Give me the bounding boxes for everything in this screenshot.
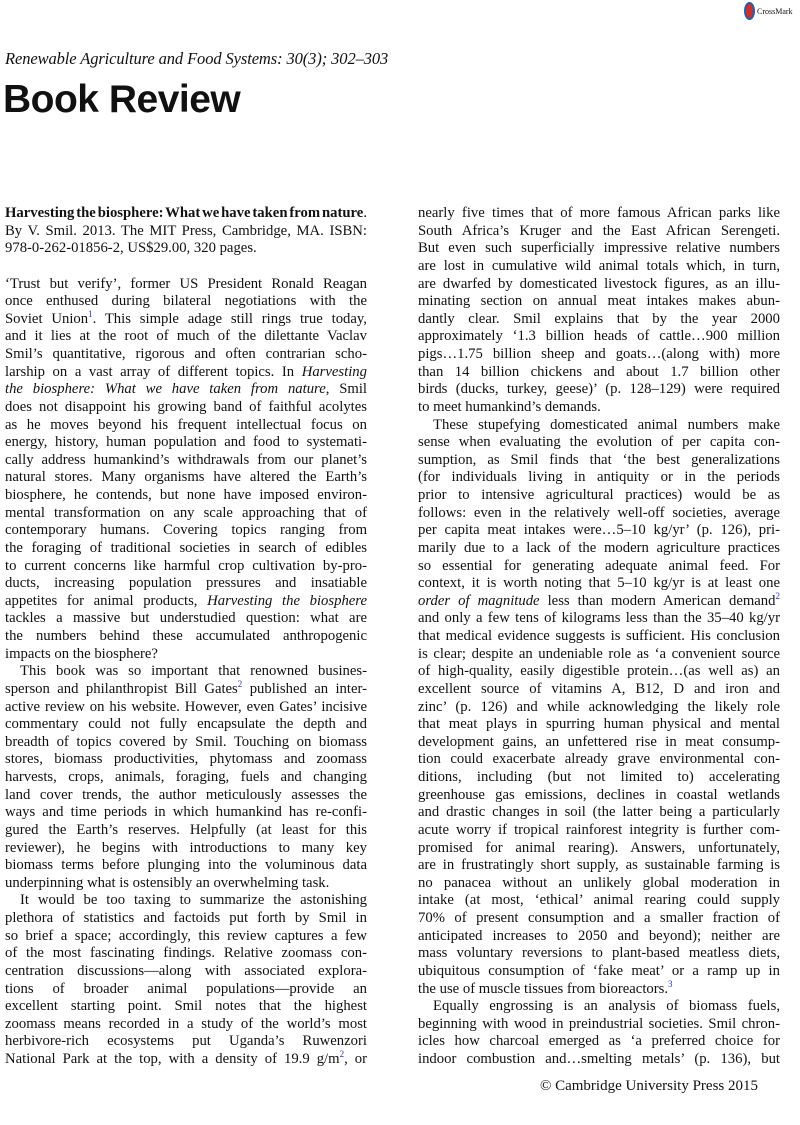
text-run: . This simple adage still rings true today,: [92, 310, 367, 327]
text-line: [5, 734, 367, 752]
text-run: Equally engrossing is an analysis of biomass fuels,: [433, 998, 780, 1015]
text-run: sperson and philanthropist Bill Gates: [5, 680, 238, 697]
text-run: ways and time periods in which humankind has re-confi-: [5, 804, 367, 821]
footnote-reference-link[interactable]: 2: [237, 678, 243, 689]
italic-text: the biosphere: What we have taken from nature: [5, 381, 326, 398]
text-run: icles how charcoal emerged as ‘a preferred choice for: [418, 1033, 780, 1050]
text-run: National Park at the top, with a density of 19.9 g/m: [5, 1051, 340, 1067]
text-run: South Africa’s Kruger and the East African Serengeti.: [418, 222, 780, 239]
text-run: the numbers behind these accumulated anthropogenic: [5, 628, 367, 644]
text-line: [5, 417, 367, 435]
text-line: [418, 734, 780, 752]
text-line: [418, 928, 780, 946]
text-line: [5, 787, 367, 805]
text-line: [418, 417, 780, 435]
text-line: [5, 575, 367, 593]
text-run: beginning with wood in preindustrial societies. Smil chron-: [418, 1015, 780, 1032]
text-line: [5, 822, 367, 840]
text-line: [5, 293, 367, 311]
text-run: approximately ‘1.3 billion heads of cattle…900 million: [418, 328, 780, 345]
text-run: promised for animal rearing). Answers, unfortunately,: [418, 839, 780, 856]
left-column: [5, 205, 367, 1069]
paragraph: [5, 892, 367, 1068]
text-run: tion could exacerbate already grave environmental con-: [418, 751, 780, 768]
text-line: [5, 540, 367, 558]
text-line: [5, 505, 367, 523]
text-line: [5, 240, 367, 258]
text-line: [5, 610, 367, 628]
right-column: [418, 205, 780, 1069]
text-run: once enthused during bilateral negotiations with the: [5, 293, 367, 310]
text-line: [5, 716, 367, 734]
text-run: to current concerns like harmful crop cultivation by-pro-: [5, 557, 367, 574]
text-run: 70% of present consumption and a smaller fraction of: [418, 910, 780, 926]
text-line: [418, 978, 780, 999]
text-line: [418, 610, 780, 628]
text-run: minating section on annual meat intakes makes abun-: [418, 293, 780, 310]
text-run: biosphere, he contends, but none have imposed environ-: [5, 487, 367, 503]
text-run: less than modern American demand: [539, 592, 776, 609]
text-run: commentary could not fully encapsulate the depth and: [5, 716, 367, 733]
text-line: [418, 240, 780, 258]
text-run: that meat plays in spurring human physical and mental: [418, 716, 780, 733]
text-line: [5, 998, 367, 1016]
footnote-reference-link[interactable]: 2: [339, 1049, 345, 1059]
text-run: Smil’s quantitative, rigorous and often contrarian scho-: [5, 346, 367, 362]
text-line: [418, 381, 780, 399]
text-run: anticipated increases to 2050 and beyond); neither are: [418, 927, 780, 944]
text-line: [5, 910, 367, 928]
text-run: are dwarfed by domesticated livestock figures, as an illu-: [418, 275, 780, 292]
text-run: context, it is worth noting that 5–10 kg/yr is at least one: [418, 575, 780, 592]
text-run: It would be too taxing to summarize the astonishing: [20, 892, 367, 909]
text-line: [418, 804, 780, 822]
italic-text: Harvesting: [301, 363, 367, 380]
text-run: does not disappoint his growing band of faithful acolytes: [5, 398, 367, 415]
text-run: excellent source of vitamins A, B12, D and iron and: [418, 680, 780, 697]
text-line: [5, 678, 367, 699]
text-run: birds (ducks, turkey, geese)’ (p. 128–129) were required: [418, 381, 780, 398]
text-run: harvests, crops, animals, foraging, fuels and changing: [5, 769, 367, 785]
text-run: ‘Trust but verify’, former US President Ronald Reagan: [5, 275, 367, 292]
text-run: the foraging of traditional societies in search of edibles: [5, 539, 367, 556]
text-line: [5, 276, 367, 294]
text-line: [5, 981, 367, 999]
text-run: tions of broader animal populations—provide an: [5, 980, 367, 997]
text-run: follows: even in the relatively well-off societies, average: [418, 504, 780, 521]
text-line: [5, 892, 367, 910]
text-line: [418, 1033, 780, 1051]
text-line: [5, 346, 367, 364]
text-line: [5, 875, 367, 893]
text-line: [418, 293, 780, 311]
text-line: [418, 963, 780, 981]
text-run: pigs…1.75 billion sheep and goats…(along with) more: [418, 346, 780, 362]
text-run: so brief a space; accordingly, this review captures a few: [5, 927, 367, 944]
italic-text: order of magnitude: [418, 592, 540, 609]
text-run: larship on a vast array of different topics. In: [5, 363, 302, 380]
text-line: [418, 910, 780, 928]
crossmark-icon: [744, 2, 755, 20]
text-run: marily due to a lack of the modern agriculture practices: [418, 539, 780, 556]
text-run: These stupefying domesticated animal numbers make: [433, 416, 780, 433]
text-run: and it lies at the root of much of the dilettante Vaclav: [5, 328, 367, 345]
text-line: [418, 505, 780, 523]
text-run: natural stores. Many organisms have altered the Earth’s: [5, 469, 367, 486]
text-run: reviewer), he begins with introductions to many key: [5, 839, 367, 856]
text-run: contemporary humans. Covering topics ranging from: [5, 522, 367, 539]
text-run: cally address humankind’s withdrawals from our planet’s: [5, 451, 367, 468]
text-run: active review on his website. However, even Gates’ incisive: [5, 698, 367, 715]
text-line: [5, 840, 367, 858]
text-line: [418, 276, 780, 294]
paragraph: [5, 663, 367, 892]
text-line: [418, 892, 780, 910]
text-run: and only a few tens of kilograms less than the 35–40 kg/yr: [418, 610, 780, 627]
text-run: are in frustratingly short supply, as sustainable farming is: [418, 857, 780, 874]
text-run: of high-quality, easily digestible protein…(as well as) an: [418, 663, 780, 680]
text-run: intake (at most, ‘ethical’ animal rearing could supply: [418, 892, 780, 909]
text-line: [5, 963, 367, 981]
text-line: [5, 804, 367, 822]
text-line: [418, 751, 780, 769]
text-line: [418, 346, 780, 364]
text-line: [5, 328, 367, 346]
text-run: to meet humankind’s demands.: [418, 398, 601, 415]
text-run: and drastic changes in soil (the latter being a particularly: [418, 804, 780, 821]
text-run: energy, history, human population and food to systemati-: [5, 434, 367, 451]
text-line: [5, 751, 367, 769]
text-line: [418, 822, 780, 840]
text-line: [5, 928, 367, 946]
text-run: But even such superficially impressive relative numbers: [418, 240, 780, 257]
text-line: [5, 646, 367, 664]
text-line: [418, 311, 780, 329]
text-run: per capita meat intakes were…5–10 kg/yr’ (p. 126), pri-: [418, 522, 780, 539]
text-run: , Smil: [325, 381, 367, 398]
footnote-reference-link[interactable]: 1: [88, 308, 93, 319]
text-run: ditions, including (but not limited to) accelerating: [418, 769, 780, 785]
text-line: [5, 593, 367, 611]
text-run: that medical evidence suggests is sufficient. His conclusion: [418, 628, 780, 644]
text-run: stores, biomass productivities, phytomass and zoomass: [5, 751, 367, 768]
spacer: [5, 258, 367, 276]
text-run: sumption, as Smil finds that ‘the best generalizations: [418, 451, 780, 468]
bold-text: Harvesting the biosphere: What we have taken from nature: [5, 205, 364, 221]
text-run: indoor combustion and…smelting metals’ (p. 136), but: [418, 1051, 780, 1067]
text-run: development gains, an unfettered rise in meat consump-: [418, 733, 780, 750]
text-line: [418, 787, 780, 805]
text-run: centration discussions—along with associated explora-: [5, 962, 367, 979]
text-line: [5, 1016, 367, 1034]
text-line: [418, 452, 780, 470]
text-line: [418, 945, 780, 963]
text-run: nearly five times that of more famous African parks like: [418, 205, 780, 221]
text-run: zinc’ (p. 126) and while acknowledging the likely role: [418, 698, 780, 715]
text-run: (for individuals living in antiquity or in the periods: [418, 469, 780, 486]
section-title: Book Review: [3, 78, 241, 121]
text-line: [418, 646, 780, 664]
text-run: as he moves beyond his frequent intellectual focus on: [5, 416, 367, 433]
text-line: [418, 1051, 780, 1069]
text-line: [5, 699, 367, 717]
text-line: [418, 1016, 780, 1034]
text-line: [5, 1033, 367, 1051]
text-line: [418, 590, 780, 611]
text-run: By V. Smil. 2013. The MIT Press, Cambridge, MA. ISBN:: [5, 222, 367, 239]
text-line: [418, 857, 780, 875]
text-run: biomass terms before plunging into the voluminous data: [5, 857, 367, 874]
text-line: [418, 681, 780, 699]
text-line: [418, 840, 780, 858]
text-run: Soviet Union: [5, 310, 89, 327]
text-line: [418, 399, 780, 417]
text-run: tackles a massive but understudied question: what are: [5, 610, 367, 627]
text-run: the use of muscle tissues from bioreactors.: [418, 980, 669, 997]
text-run: This book was so important that renowned busines-: [20, 663, 367, 680]
footnote-reference-link[interactable]: 2: [775, 590, 780, 601]
crossmark-badge[interactable]: [744, 2, 793, 20]
text-line: [418, 223, 780, 241]
text-line: [5, 522, 367, 540]
text-run: , or: [344, 1051, 367, 1067]
text-run: acute worry if tropical rainforest integrity is further com-: [418, 821, 780, 838]
text-line: [418, 628, 780, 646]
paragraph: [418, 998, 780, 1069]
text-line: [418, 469, 780, 487]
text-line: [5, 857, 367, 875]
text-line: [418, 558, 780, 576]
paragraph: [418, 205, 780, 417]
text-run: are lost in cumulative wild animal totals which, in turn,: [418, 257, 780, 274]
text-run: is clear; despite an undeniable role as ‘a convenient source: [418, 645, 780, 662]
text-run: dantly clear. Smil explains that by the year 2000: [418, 310, 780, 327]
text-line: [418, 663, 780, 681]
text-run: zoomass means recorded in a study of the world’s most: [5, 1015, 367, 1032]
text-line: [418, 258, 780, 276]
text-line: [5, 469, 367, 487]
journal-citation: Renewable Agriculture and Food Systems: 30(3); 302–303: [5, 49, 389, 68]
paragraph: [418, 417, 780, 999]
paragraph: [5, 276, 367, 664]
text-line: [5, 945, 367, 963]
text-line: [5, 308, 367, 329]
text-run: breadth of topics covered by Smil. Touching on biomass: [5, 733, 367, 750]
text-line: [418, 328, 780, 346]
text-run: no panacea without an unlikely global moderation in: [418, 874, 780, 891]
text-run: land cover trends, the author meticulously assesses the: [5, 786, 367, 803]
text-line: [418, 716, 780, 734]
text-line: [5, 434, 367, 452]
text-line: [5, 381, 367, 399]
crossmark-label: CrossMark: [757, 6, 793, 16]
book-citation: [5, 205, 367, 258]
copyright-footer: © Cambridge University Press 2015: [539, 1078, 758, 1094]
text-run: mass voluntary reversions to plant-based meatless diets,: [418, 945, 780, 962]
footnote-reference-link[interactable]: 3: [668, 978, 673, 989]
text-line: [5, 769, 367, 787]
text-line: [5, 223, 367, 241]
text-line: [418, 205, 780, 223]
text-run: 978-0-262-01856-2, US$29.00, 320 pages.: [5, 240, 257, 257]
text-run: .: [363, 205, 367, 221]
text-run: gured the Earth’s reserves. Helpfully (at least for this: [5, 821, 367, 838]
text-run: mental transformation on any scale approaching that of: [5, 504, 367, 521]
text-run: ducts, increasing population pressures and insatiable: [5, 575, 367, 592]
text-run: of the most fascinating findings. Relative zoomass con-: [5, 945, 367, 962]
text-run: underpinning what is ostensibly an overwhelming task.: [5, 874, 330, 891]
text-line: [418, 434, 780, 452]
text-run: prior to intensive agricultural practices) would be as: [418, 487, 780, 503]
text-line: [418, 998, 780, 1016]
text-line: [418, 875, 780, 893]
text-run: published an inter-: [242, 680, 367, 697]
italic-text: Harvesting the biosphere: [207, 592, 367, 609]
text-run: greenhouse gas emissions, declines in coastal wetlands: [418, 786, 780, 803]
text-run: sense when evaluating the evolution of per capita con-: [418, 434, 780, 451]
text-line: [5, 558, 367, 576]
text-line: [418, 540, 780, 558]
text-run: appetites for animal products,: [5, 592, 208, 609]
text-line: [5, 399, 367, 417]
text-run: herbivore-rich ecosystems put Uganda’s Ruwenzori: [5, 1033, 367, 1050]
text-line: [5, 1051, 367, 1069]
text-line: [5, 487, 367, 505]
text-run: excellent starting point. Smil notes that the highest: [5, 998, 367, 1015]
text-line: [418, 575, 780, 593]
text-run: plethora of statistics and factoids put forth by Smil in: [5, 910, 367, 926]
text-line: [418, 487, 780, 505]
text-run: ubiquitous consumption of ‘fake meat’ or a ramp up in: [418, 962, 780, 979]
text-line: [5, 452, 367, 470]
text-line: [418, 769, 780, 787]
text-run: than 14 billion chickens and about 1.7 billion other: [418, 363, 780, 380]
text-run: impacts on the biosphere?: [5, 645, 158, 662]
text-line: [418, 522, 780, 540]
text-run: so essential for generating adequate animal feed. For: [418, 557, 780, 574]
text-line: [418, 699, 780, 717]
text-line: [5, 663, 367, 681]
text-line: [418, 364, 780, 382]
text-line: [5, 205, 367, 223]
text-line: [5, 628, 367, 646]
text-line: [5, 364, 367, 382]
